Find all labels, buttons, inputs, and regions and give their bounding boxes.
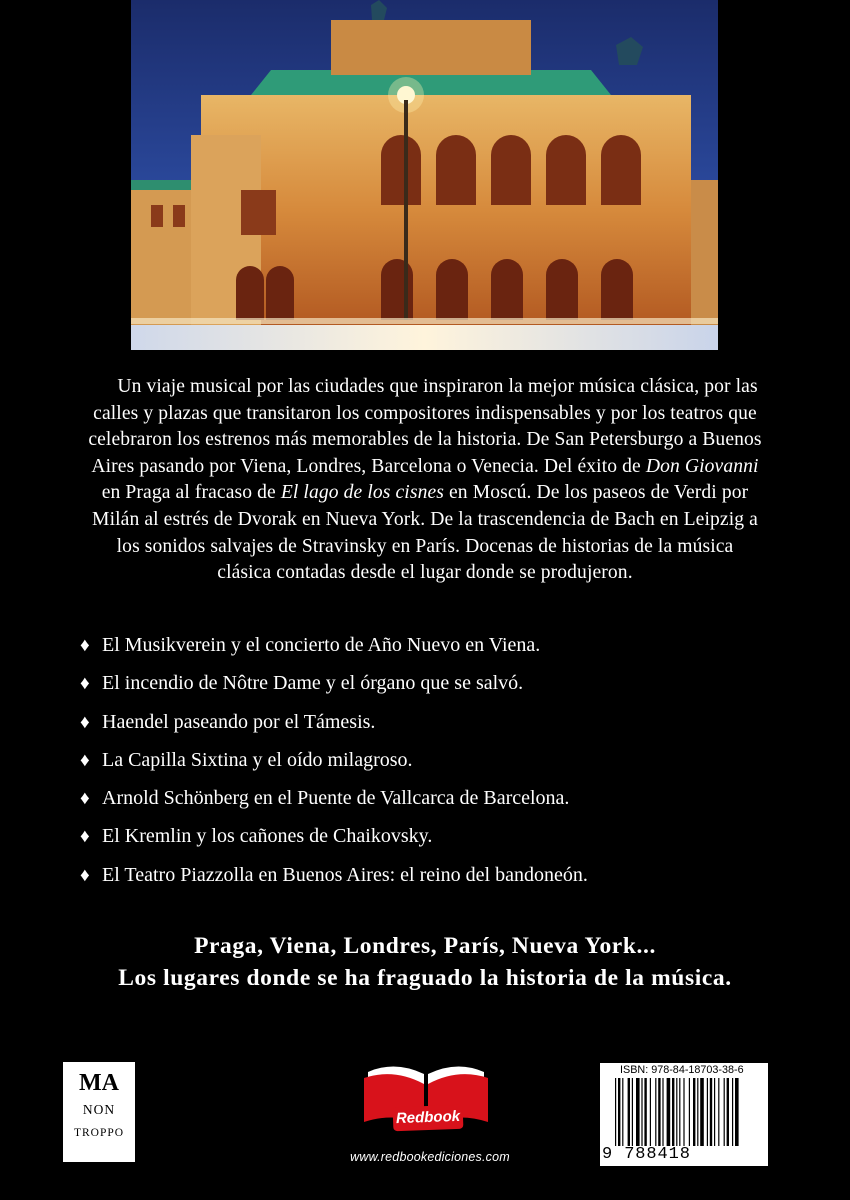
redbook-logo bbox=[360, 1060, 492, 1150]
open-book-icon bbox=[360, 1060, 492, 1150]
list-item-text: El Teatro Piazzolla en Buenos Aires: el reino del bandoneón. bbox=[102, 863, 588, 886]
tagline-line-2: Los lugares donde se ha fraguado la historia de la música. bbox=[118, 965, 732, 991]
opera-house-photo bbox=[131, 0, 718, 350]
isbn-barcode bbox=[600, 1063, 768, 1183]
list-item bbox=[80, 703, 780, 741]
book-description bbox=[88, 374, 762, 587]
diamond-bullet-icon: ♦ bbox=[80, 788, 90, 810]
logo-non-text: NON bbox=[82, 1102, 116, 1117]
logo-ma-text: MA bbox=[79, 1070, 119, 1096]
diamond-bullet-icon: ♦ bbox=[80, 635, 90, 656]
description-text-1: Un viaje musical por las ciudades que inspiraron la mejor música clásica, por las calles y plazas que transitaron los compositores indispensables y por los teatros que celebraron los estrenos más memorables de la historia. De San Petersburgo a Buenos Aires pasando por Viena, Londres, Barcelona o Venecia. Del éxito de bbox=[88, 376, 762, 477]
list-item bbox=[80, 664, 780, 702]
description-text-2: en Praga al fracaso de bbox=[101, 482, 281, 504]
list-item-text: Haendel paseando por el Támesis. bbox=[102, 710, 376, 733]
list-item bbox=[80, 741, 780, 779]
list-item bbox=[80, 817, 780, 855]
list-item bbox=[80, 856, 780, 894]
isbn-digits: 9 788418 703386 bbox=[602, 1145, 691, 1183]
list-item bbox=[80, 626, 780, 664]
ma-non-troppo-logo bbox=[63, 1062, 135, 1162]
diamond-bullet-icon: ♦ bbox=[80, 864, 90, 886]
list-item-text: Arnold Schönberg en el Puente de Vallcarca de Barcelona. bbox=[102, 787, 570, 810]
barcode-icon bbox=[615, 1078, 765, 1146]
tagline-line-1: Praga, Viena, Londres, París, Nueva York... bbox=[194, 933, 656, 959]
logo-troppo-text: TROPPO bbox=[73, 1127, 125, 1139]
diamond-bullet-icon: ♦ bbox=[80, 749, 90, 771]
list-item-text: El Kremlin y los cañones de Chaikovsky. bbox=[102, 825, 433, 848]
list-item-text: El incendio de Nôtre Dame y el órgano que se salvó. bbox=[102, 672, 524, 695]
isbn-label: ISBN: 978-84-18703-38-6 bbox=[620, 1064, 744, 1076]
description-title-2: El lago de los cisnes bbox=[280, 482, 444, 504]
description-title-1: Don Giovanni bbox=[645, 455, 759, 477]
description-text-3: en Moscú. De los paseos de Verdi por Milán al estrés de Dvorak en Nueva York. De la trascendencia de Bach en Leipzig a los sonidos salvajes de Stravinsky en París. Docenas de historias de la música clásica contadas desde el lugar donde se produjeron. bbox=[92, 482, 758, 584]
list-item bbox=[80, 779, 780, 817]
redbook-brand: Redbook bbox=[393, 1105, 464, 1131]
list-item-text: El Musikverein y el concierto de Año Nuevo en Viena. bbox=[102, 634, 541, 656]
list-item-text: La Capilla Sixtina y el oído milagroso. bbox=[102, 748, 413, 771]
diamond-bullet-icon: ♦ bbox=[80, 673, 90, 695]
tagline bbox=[40, 930, 810, 994]
publisher-url: www.redbookediciones.com bbox=[350, 1150, 510, 1164]
diamond-bullet-icon: ♦ bbox=[80, 826, 90, 848]
diamond-bullet-icon: ♦ bbox=[80, 711, 90, 733]
highlights-list bbox=[80, 626, 780, 894]
